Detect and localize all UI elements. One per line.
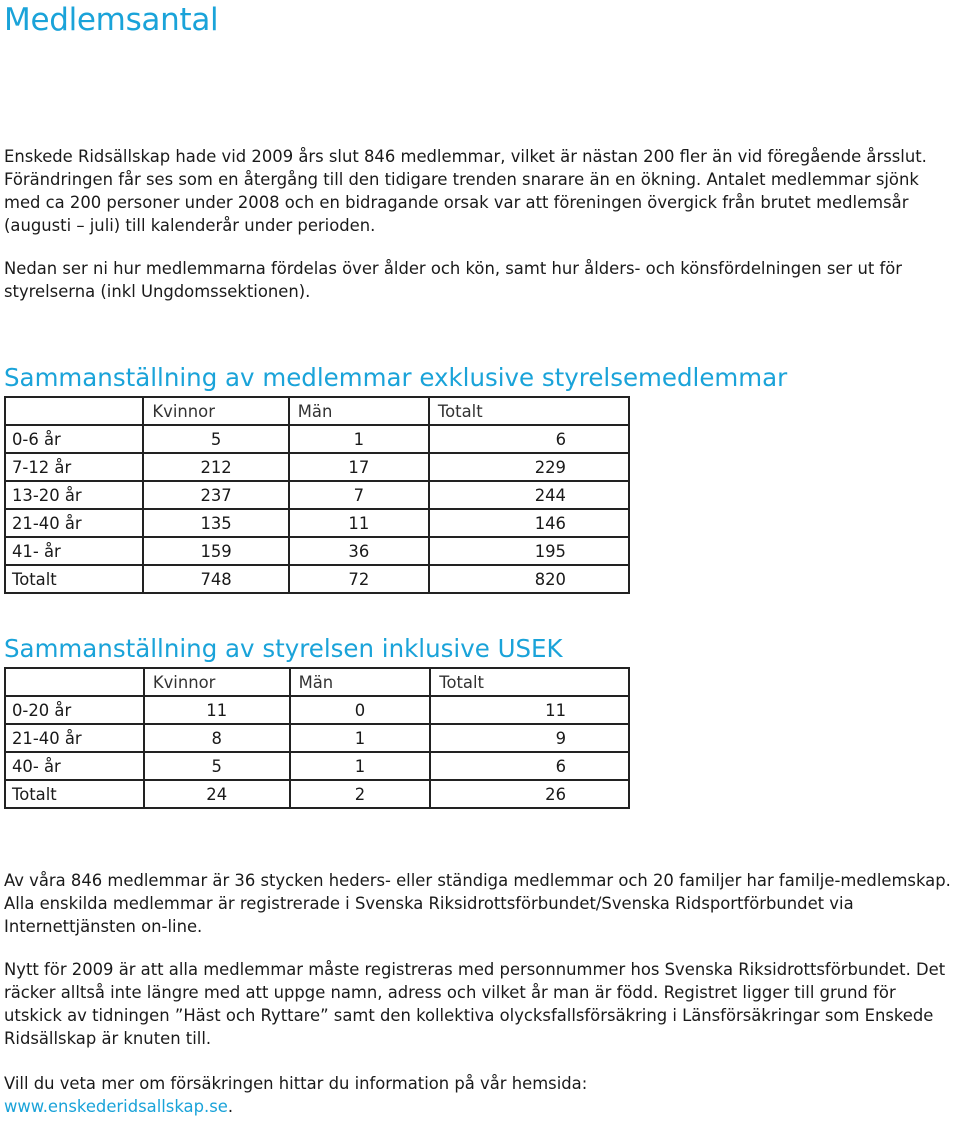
women-cell: 237: [143, 481, 288, 509]
men-cell: 1: [290, 724, 431, 752]
table-row: [5, 481, 629, 509]
table2-heading: Sammanställning av styrelsen inklusive USEK: [4, 634, 563, 663]
women-cell: 748: [143, 565, 288, 593]
members-table-header-row: [5, 397, 629, 425]
men-cell: 0: [290, 696, 431, 724]
total-cell: 244: [429, 481, 629, 509]
men-cell: 17: [289, 453, 429, 481]
women-cell: 24: [144, 780, 290, 808]
men-cell: 2: [290, 780, 431, 808]
header-cell-women: Kvinnor: [144, 668, 290, 696]
women-cell: 135: [143, 509, 288, 537]
table-row: [5, 453, 629, 481]
header-cell-label: [5, 397, 143, 425]
table-row: [5, 724, 629, 752]
total-cell: 26: [430, 780, 629, 808]
women-cell: 212: [143, 453, 288, 481]
table-row: [5, 696, 629, 724]
page-title: Medlemsantal: [4, 2, 219, 38]
board-table: [4, 667, 630, 809]
table-row: [5, 509, 629, 537]
outro-paragraph-2: Nytt för 2009 är att alla medlemmar måste registreras med personnummer hos Svenska Riksidrottsförbundet. Det räcker alltså inte längre med att uppge namn, adress och vilket år man är född. Registret ligger till grund för utskick av tidningen ”Häst och Ryttare” samt den kollektiva olycksfallsförsäkring i Länsförsäkringar som Enskede Ridsällskap är knuten till.: [4, 960, 946, 1048]
men-cell: 72: [289, 565, 429, 593]
intro-paragraph-1: Enskede Ridsällskap hade vid 2009 års slut 846 medlemmar, vilket är nästan 200 fler än vid föregående årsslut. Förändringen får ses som en återgång till den tidigare trenden snarare än en ökning. Antalet medlemmar sjönk med ca 200 personer under 2008 och en bidragande orsak var att föreningen övergick från brutet medlemsår (augusti – juli) till kalenderår under perioden.: [4, 147, 927, 235]
total-cell: 11: [430, 696, 629, 724]
total-cell: 146: [429, 509, 629, 537]
age-group-cell: 13-20 år: [5, 481, 143, 509]
table-total-row: [5, 780, 629, 808]
women-cell: 5: [144, 752, 290, 780]
total-cell: 229: [429, 453, 629, 481]
website-link[interactable]: www.enskederidsallskap.se: [4, 1097, 228, 1116]
intro-paragraph-2: Nedan ser ni hur medlemmarna fördelas över ålder och kön, samt hur ålders- och könsfördelningen ser ut för styrelserna (inkl Ungdomssektionen).: [4, 259, 903, 301]
total-cell: 820: [429, 565, 629, 593]
website-link-suffix: .: [227, 1097, 234, 1116]
table-row: [5, 752, 629, 780]
women-cell: 159: [143, 537, 288, 565]
age-group-cell: Totalt: [5, 780, 144, 808]
age-group-cell: 21-40 år: [5, 509, 143, 537]
header-cell-label: [5, 668, 144, 696]
age-group-cell: 40- år: [5, 752, 144, 780]
table-row: [5, 425, 629, 453]
total-cell: 195: [429, 537, 629, 565]
header-cell-total: Totalt: [429, 397, 629, 425]
header-cell-total: Totalt: [430, 668, 629, 696]
outro-paragraph-3: [4, 1072, 956, 1118]
outro-paragraph-1: Av våra 846 medlemmar är 36 stycken heders- eller ständiga medlemmar och 20 familjer har familje-medlemskap. Alla enskilda medlemmar är registrerade i Svenska Riksidrottsförbundet/Svenska Ridsportförbundet via Internettjänsten on-line.: [4, 871, 951, 936]
table-total-row: [5, 565, 629, 593]
women-cell: 11: [144, 696, 290, 724]
total-cell: 6: [429, 425, 629, 453]
men-cell: 36: [289, 537, 429, 565]
header-cell-men: Män: [290, 668, 431, 696]
header-cell-women: Kvinnor: [143, 397, 288, 425]
table1-heading: Sammanställning av medlemmar exklusive styrelsemedlemmar: [4, 363, 788, 392]
members-table: [4, 396, 630, 594]
men-cell: 7: [289, 481, 429, 509]
men-cell: 11: [289, 509, 429, 537]
header-cell-men: Män: [289, 397, 429, 425]
age-group-cell: Totalt: [5, 565, 143, 593]
table-row: [5, 537, 629, 565]
website-intro-text: Vill du veta mer om försäkringen hittar du information på vår hemsida:: [4, 1074, 588, 1093]
age-group-cell: 7-12 år: [5, 453, 143, 481]
age-group-cell: 41- år: [5, 537, 143, 565]
men-cell: 1: [289, 425, 429, 453]
women-cell: 5: [143, 425, 288, 453]
total-cell: 9: [430, 724, 629, 752]
total-cell: 6: [430, 752, 629, 780]
age-group-cell: 0-6 år: [5, 425, 143, 453]
women-cell: 8: [144, 724, 290, 752]
age-group-cell: 21-40 år: [5, 724, 144, 752]
men-cell: 1: [290, 752, 431, 780]
board-table-header-row: [5, 668, 629, 696]
age-group-cell: 0-20 år: [5, 696, 144, 724]
